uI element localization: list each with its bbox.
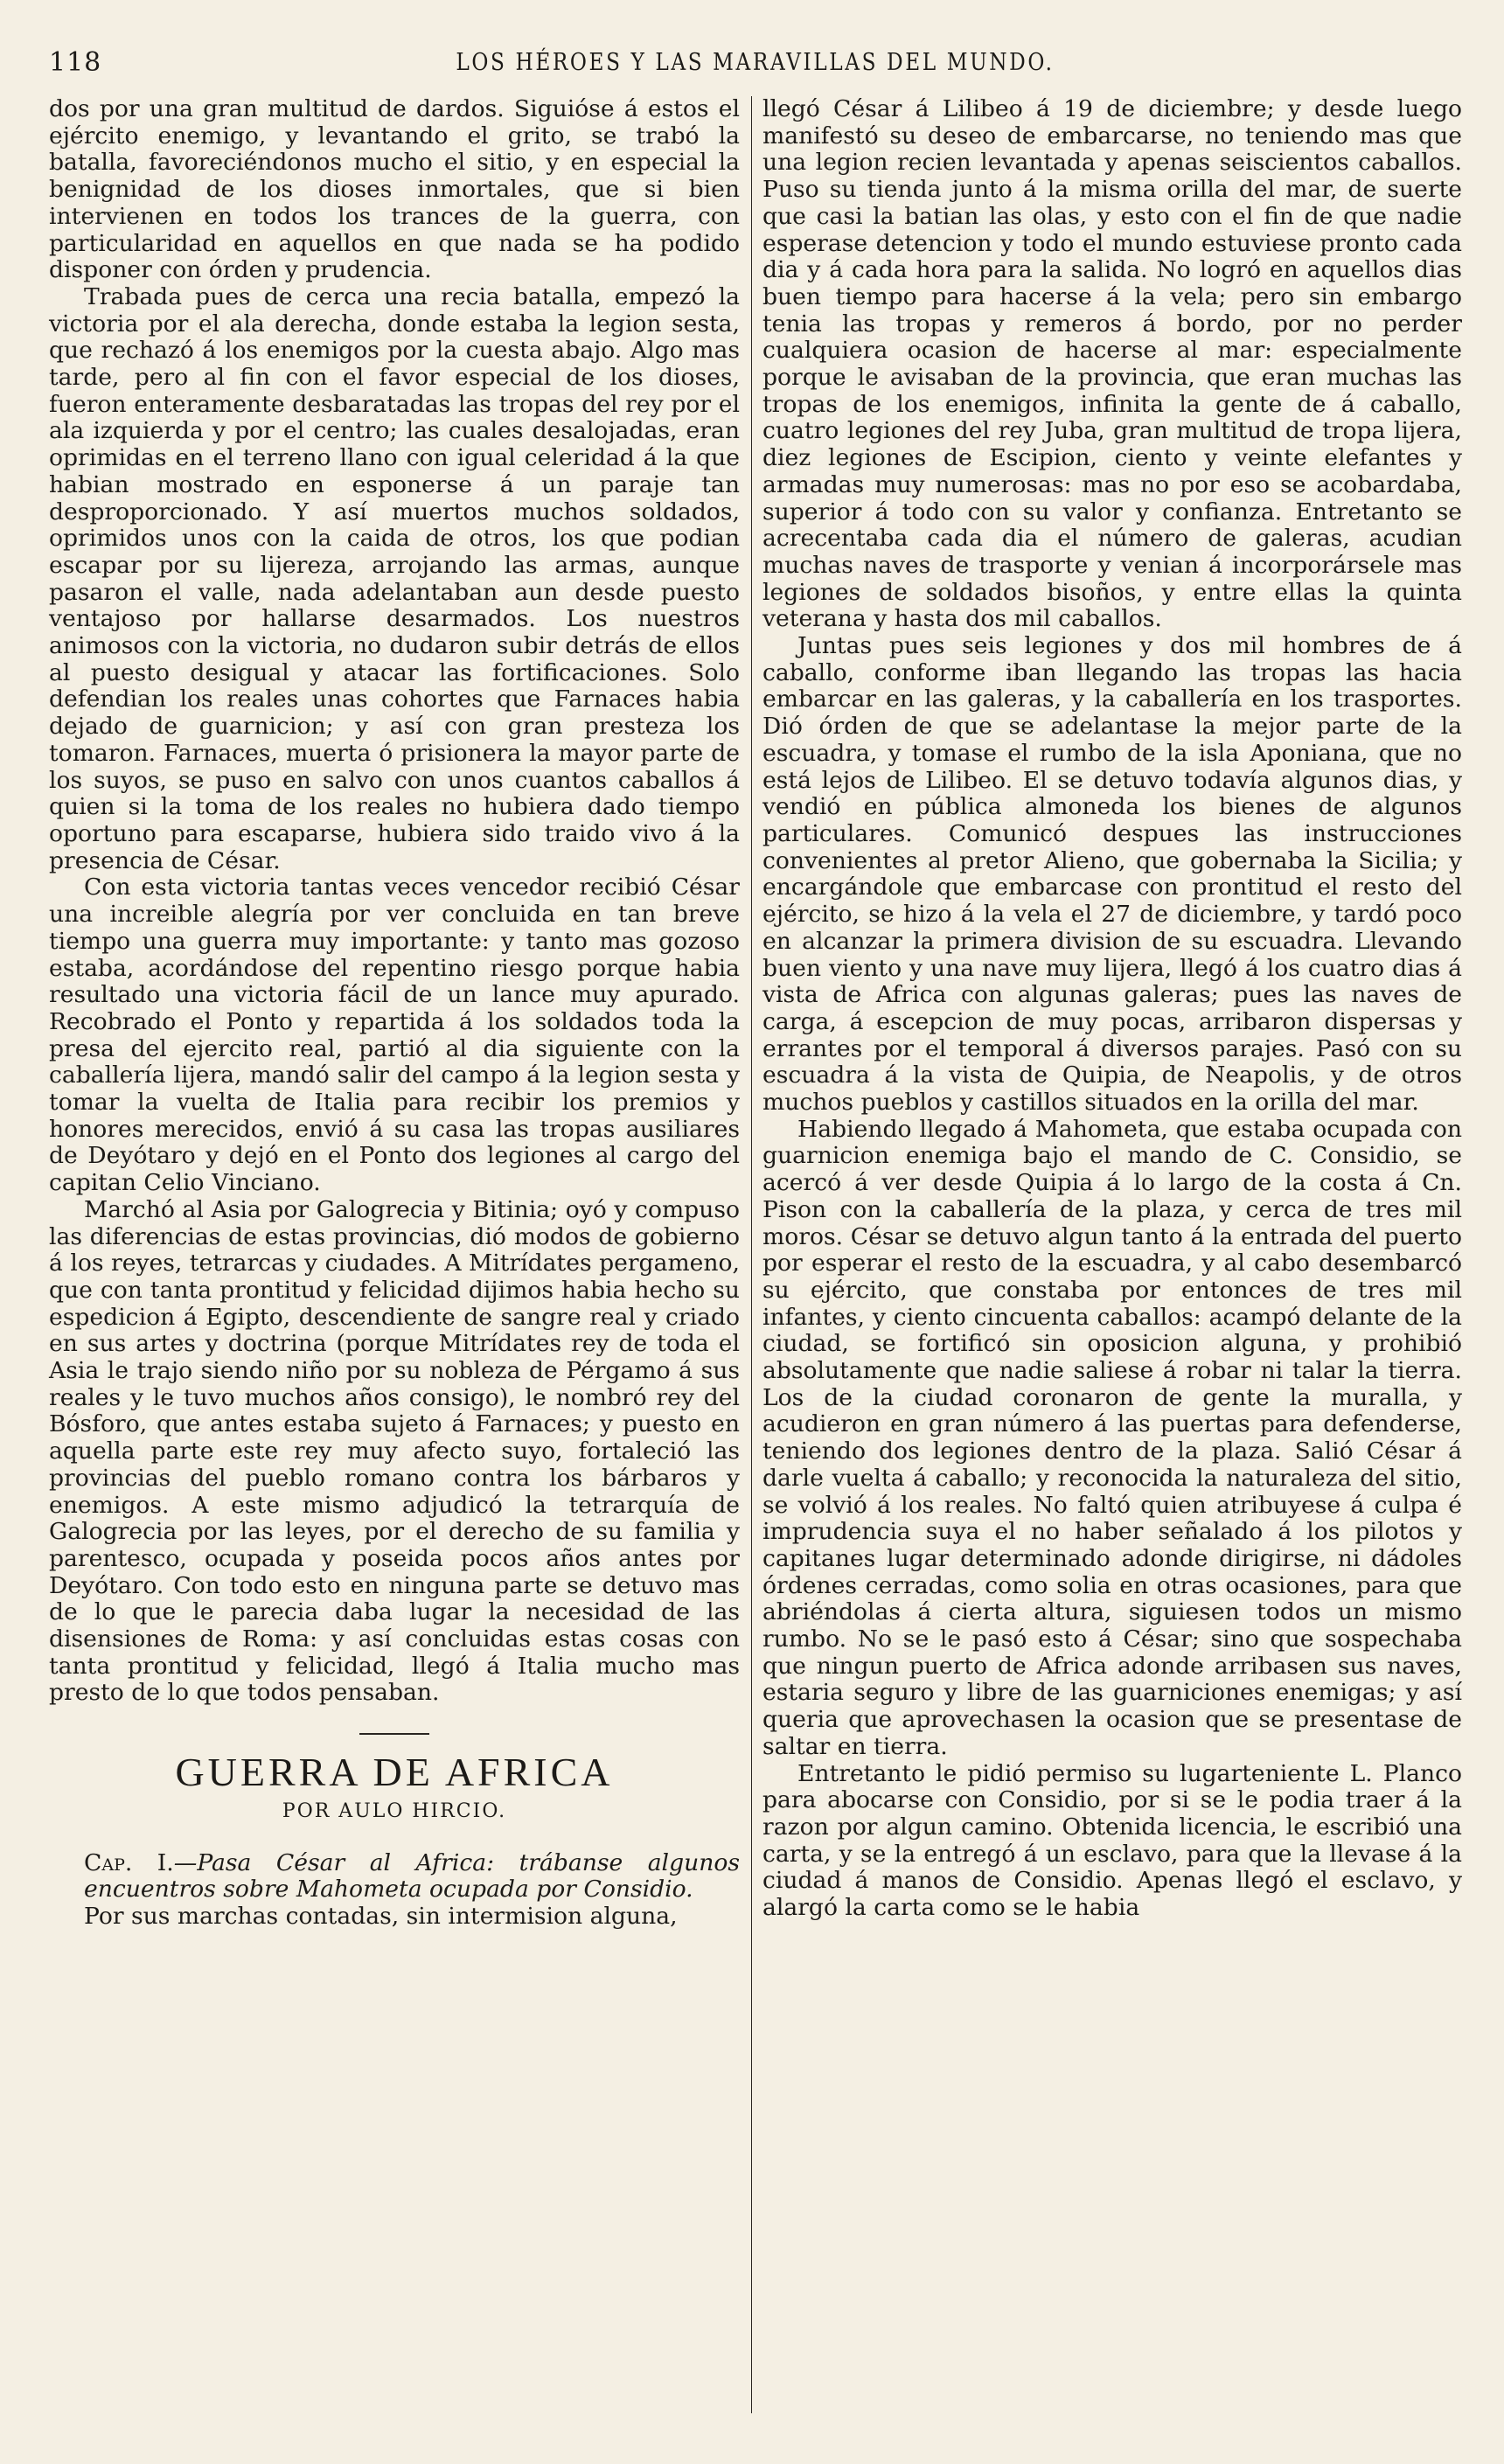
column-divider [751,96,752,2413]
chapter-label: Cap. I. [84,1848,174,1876]
page-header [49,47,1461,82]
left-paragraph-4: Marchó al Asia por Galogrecia y Bitinia; oyó y compuso las diferencias de estas provincias, dió modos de gobierno á los reyes, tetrarcas y ciudades. A Mitrídates pergameno, que con tanta prontitud y felicidad dijimos habia hecho su espedicion á Egipto, descendiente de sangre real y criado en sus artes y doctrina (porque Mitrídates rey de toda el Asia le trajo siendo niño por su nobleza de Pérgamo á sus reales y le tuvo muchos años consigo), le nombró rey del Bósforo, que antes estaba sujeto á Farnaces; y puesto en aquella parte este rey muy afecto suyo, fortaleció las provincias del pueblo romano contra los bárbaros y enemigos. A este mismo adjudicó la tetrarquía de Galogrecia por las leyes, por el derecho de su familia y parentesco, ocupada y poseida pocos años antes por Deyótaro. Con todo esto en ninguna parte se detuvo mas de lo que le parecia daba lugar la necesidad de las disensiones de Roma: y así concluidas estas cosas con tanta prontitud y felicidad, llegó á Italia mucho mas presto de lo que todos pensaban. [49,1195,740,1707]
closing-line: Por sus marchas contadas, sin intermision alguna, [84,1903,678,1930]
section-separator-rule [359,1733,429,1735]
chapter-summary: —Pasa César al Africa: trábanse algunos encuentros sobre Mahometa ocupada por Considio. [84,1848,741,1904]
right-paragraph-4: Entretanto le pidió permiso su lugarteniente L. Planco para abocarse con Considio, por si se le podia traer á la razon por algun camino. Obtenida licencia, le escribió una carta, y se la entregó á un esclavo, para que la llevase á la ciudad á manos de Considio. Apenas llegó el esclavo, y alargó la carta como se le habia [762,1759,1462,1922]
running-title: LOS HÉROES Y LAS MARAVILLAS DEL MUNDO. [456,49,1055,76]
right-paragraph-3: Habiendo llegado á Mahometa, que estaba ocupada con guarnicion enemiga bajo el mando de C. Considio, se acercó á ver desde Quipia á lo largo de la costa á Cn. Pison con la caballería de la plaza, y cerca de tres mil moros. César se detuvo algun tanto á la entrada del puerto por esperar el resto de la escuadra, y al cabo desembarcó su ejército, que constaba por entonces de tres mil infantes, y ciento cincuenta caballos: acampó delante de la ciudad, se fortificó sin oposicion alguna, y prohibió absolutamente que nadie saliese á robar ni talar la tierra. Los de la ciudad coronaron de gente la muralla, y acudieron en gran número á las puertas para defenderse, teniendo dos legiones dentro de la plaza. Salió César á darle vuelta á caballo; y reconocida la naturaleza del sitio, se volvió á los reales. No faltó quien atribuyese á culpa é imprudencia suya el no haber señalado á los pilotos y capitanes lugar determinado adonde dirigirse, ni dádoles órdenes cerradas, como solia en otras ocasiones, para que abriéndolas á cierta altura, siguiesen todos un mismo rumbo. No se le pasó esto á César; sino que sospechaba que ningun puerto de Africa adonde arribasen sus naves, estaria seguro y libre de las guarniciones enemigas; y así queria que aprovechasen la ocasion que se presentase de saltar en tierra. [762,1115,1462,1760]
section-title: GUERRA DE AFRICA [175,1750,614,1795]
chapter-heading [49,1850,740,1904]
left-column [49,96,740,1931]
left-paragraph-1: dos por una gran multitud de dardos. Siguióse á estos el ejército enemigo, y levantando el grito, se trabó la batalla, favoreciéndonos mucho el sitio, y en especial la benignidad de los dioses inmortales, que si bien intervienen en todos los trances de la guerra, con particularidad en aquellos en que nada se ha podido disponer con órden y prudencia. [49,95,740,284]
right-paragraph-2: Juntas pues seis legiones y dos mil hombres de á caballo, conforme iban llegando las tropas las hacia embarcar en las galeras, y la caballería en los trasportes. Dió órden de que se adelantase la mejor parte de la escuadra, y tomase el rumbo de la isla Aponiana, que no está lejos de Lilibeo. El se detuvo todavía algunos dias, y vendió en pública almoneda los bienes de algunos particulares. Comunicó despues las instrucciones convenientes al pretor Alieno, que gobernaba la Sicilia; y encargándole que embarcase con prontitud el resto del ejército, se hizo á la vela el 27 de diciembre, y tardó poco en alcanzar la primera division de su escuadra. Llevando buen viento y una nave muy lijera, llegó á los cuatro dias á vista de Africa con algunas galeras; pues las naves de carga, á escepcion de muy pocas, arribaron dispersas y errantes por el temporal á diversos parajes. Pasó con su escuadra á la vista de Quipia, de Neapolis, y de otros muchos pueblos y castillos situados en la orilla del mar. [762,632,1462,1117]
right-column [762,96,1462,1922]
left-paragraph-3: Con esta victoria tantas veces vencedor recibió César una increible alegría por ver concluida en tan breve tiempo una guerra muy importante: y tanto mas gozoso estaba, acordándose del repentino riesgo porque habia resultado una victoria fácil de un lance muy apurado. Recobrado el Ponto y repartida á los soldados toda la presa del ejercito real, partió al dia siguiente con la caballería lijera, mandó salir del campo á la legion sesta y tomar la vuelta de Italia para recibir los premios y honores merecidos, envió á su casa las tropas ausiliares de Deyótaro y dejó en el Ponto dos legiones al cargo del capitan Celio Vinciano. [49,874,740,1197]
page-number: 118 [49,47,102,78]
right-paragraph-1: llegó César á Lilibeo á 19 de diciembre; y desde luego manifestó su deseo de embarcarse, no teniendo mas que una legion recien levantada y apenas seiscientos caballos. Puso su tienda junto á la misma orilla del mar, de suerte que casi la batian las olas, y esto con el fin de que nadie esperase detencion y todo el mundo estuviese pronto cada dia y á cada hora para la salida. No logró en aquellos dias buen tiempo para hacerse á la vela; pero sin embargo tenia las tropas y remeros á bordo, por no perder cualquiera ocasion de hacerse al mar: especialmente porque le avisaban de la provincia, que eran muchas las tropas de los enemigos, infinita la gente de á caballo, cuatro legiones del rey Juba, gran multitud de tropa lijera, diez legiones de Escipion, ciento y veinte elefantes y armadas muy numerosas: mas no por eso se acobardaba, superior á todo con su valor y confianza. Entretanto se acrecentaba cada dia el número de galeras, acudian muchas naves de trasporte y venian á incorporársele mas legiones de soldados bisoños, y entre ellas la quinta veterana y hasta dos mil caballos. [762,95,1462,633]
left-paragraph-2: Trabada pues de cerca una recia batalla, empezó la victoria por el ala derecha, donde estaba la legion sesta, que rechazó á los enemigos por la cuesta abajo. Algo mas tarde, pero al fin con el favor especial de los dioses, fueron enteramente desbaratadas las tropas del rey por el ala izquierda y por el centro; las cuales desalojadas, eran oprimidas en el terreno llano con igual celeridad á la que habian mostrado en esponerse á un paraje tan desproporcionado. Y así muertos muchos soldados, oprimidos unos con la caida de otros, los que podian escapar por su lijereza, arrojando las armas, aunque pasaron el valle, nada adelantaban aun desde puesto ventajoso por hallarse desarmados. Los nuestros animosos con la victoria, no dudaron subir detrás de ellos al puesto desigual y atacar las fortificaciones. Solo defendian los reales unas cohortes que Farnaces habia dejado de guarnicion; y así con gran presteza los tomaron. Farnaces, muerta ó prisionera la mayor parte de los suyos, se puso en salvo con unos cuantos caballos á quien si la toma de los reales no hubiera dado tiempo oportuno para escaparse, hubiera sido traido vivo á la presencia de César. [49,282,740,874]
section-author: POR AULO HIRCIO. [282,1799,507,1822]
